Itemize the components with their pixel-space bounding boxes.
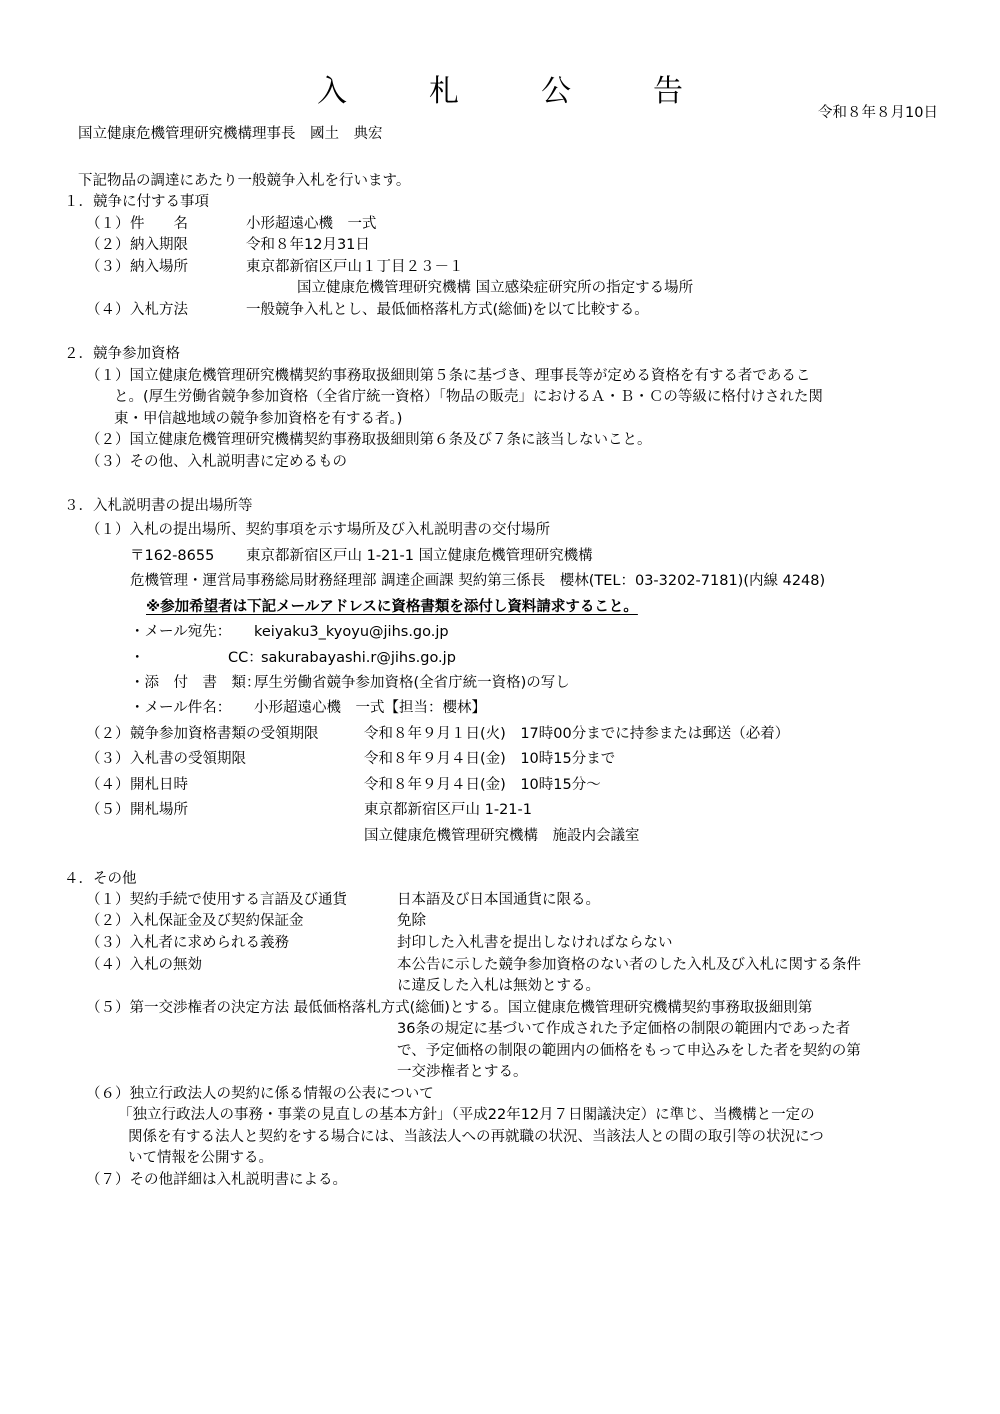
s2-item-1-line-2: と。(厚生労働省競争参加資格（全省庁統一資格）「物品の販売」におけるＡ・Ｂ・Ｃの等級に格付けされた関 <box>114 389 823 405</box>
s3-item-4-value: 令和８年９月４日(金) 10時15分～ <box>364 777 601 793</box>
s4-item-1-value: 日本語及び日本国通貨に限る。 <box>397 892 600 908</box>
attach-label: ・添 付 書 類： <box>130 675 261 691</box>
s1-item-3-value2: 国立健康危機管理研究機構 国立感染症研究所の指定する場所 <box>297 280 694 296</box>
issuer: 国立健康危機管理研究機構理事長 國土 典宏 <box>78 126 383 142</box>
s1-item-2-label: 納入期限 <box>130 237 188 253</box>
cc-label: CC： <box>228 650 263 666</box>
department-contact: 危機管理・運営局事務総局財務経理部 調達企画課 契約第三係長 櫻林(TEL：03-3202-7181)(内線 4248) <box>130 573 826 589</box>
s4-item-3-label: （３）入札者に求められる義務 <box>86 935 289 951</box>
s4-item-6-line-3: いて情報を公開する。 <box>128 1150 273 1166</box>
s1-item-3-value: 東京都新宿区戸山１丁目２３－１ <box>246 259 464 275</box>
s3-item-5-value2: 国立健康危機管理研究機構 施設内会議室 <box>364 828 640 844</box>
s4-item-3-value: 封印した入札書を提出しなければならない <box>397 935 673 951</box>
s1-item-4-num: （４） <box>86 302 130 318</box>
cc-address[interactable]: sakurabayashi.r@jihs.go.jp <box>261 650 456 666</box>
section-2-heading: ２．競争参加資格 <box>64 346 180 362</box>
s4-item-5-line-1: （５）第一交渉権者の決定方法 最低価格落札方式(総価)とする。国立健康危機管理研究機構契約事務取扱細則第 <box>86 1000 813 1016</box>
s4-item-5-line-2: 36条の規定に基づいて作成された予定価格の制限の範囲内であった者 <box>397 1021 851 1037</box>
page-title: 入 札 公 告 <box>317 74 709 109</box>
s4-item-6-line-1: 「独立行政法人の事務・事業の見直しの基本方針」（平成22年12月７日閣議決定）に準じ、当機構と一定の <box>118 1107 815 1123</box>
s1-item-2-value: 令和８年12月31日 <box>246 237 370 253</box>
s4-item-6-label: （６）独立行政法人の契約に係る情報の公表について <box>86 1086 434 1102</box>
section-3-heading: ３．入札説明書の提出場所等 <box>64 498 253 514</box>
s3-item-5-value: 東京都新宿区戸山 1-21-1 <box>364 802 532 818</box>
s3-item-3-label: 入札書の受領期限 <box>130 751 246 767</box>
s3-item-5-label: 開札場所 <box>130 802 188 818</box>
s4-item-7: （７）その他詳細は入札説明書による。 <box>86 1172 347 1188</box>
s1-item-3-num: （３） <box>86 259 130 275</box>
intro-text: 下記物品の調達にあたり一般競争入札を行います。 <box>78 173 411 189</box>
s1-item-2-num: （２） <box>86 237 130 253</box>
s4-item-4-value2: に違反した入札は無効とする。 <box>397 978 600 994</box>
s3-item-2-label: 競争参加資格書類の受領期限 <box>130 726 319 742</box>
mail-to-label: ・メール宛先： <box>130 624 232 640</box>
s3-item-2-value: 令和８年９月１日(火) 17時00分までに持参または郵送（必着） <box>364 726 790 742</box>
mail-to-address[interactable]: keiyaku3_kyoyu@jihs.go.jp <box>254 624 449 640</box>
s4-item-4-value: 本公告に示した競争参加資格のない者のした入札及び入札に関する条件 <box>397 957 861 973</box>
notice-date: 令和８年８月10日 <box>818 105 938 121</box>
s2-item-3: （３）その他、入札説明書に定めるもの <box>86 454 347 470</box>
s4-item-4-label: （４）入札の無効 <box>86 957 202 973</box>
office-address: 東京都新宿区戸山 1-21-1 国立健康危機管理研究機構 <box>246 548 593 564</box>
s3-item-4-num: （４） <box>86 777 130 793</box>
subject-label: ・メール件名： <box>130 700 232 716</box>
s3-item-2-num: （２） <box>86 726 130 742</box>
s2-item-2: （２）国立健康危機管理研究機構契約事務取扱細則第６条及び７条に該当しないこと。 <box>86 432 652 448</box>
s4-item-5-line-3: で、予定価格の制限の範囲内の価格をもって申込みをした者を契約の第 <box>397 1043 861 1059</box>
s3-item-4-label: 開札日時 <box>130 777 188 793</box>
s1-item-1-num: （１） <box>86 216 130 232</box>
s2-item-1-line-1: （１）国立健康危機管理研究機構契約事務取扱細則第５条に基づき、理事長等が定める資格を有する者であるこ <box>86 368 811 384</box>
s4-item-6-line-2: 関係を有する法人と契約をする場合には、当該法人への再就職の状況、当該法人との間の取引等の状況につ <box>128 1129 824 1145</box>
s3-item-5-num: （５） <box>86 802 130 818</box>
s4-item-1-label: （１）契約手続で使用する言語及び通貨 <box>86 892 347 908</box>
s4-item-5-line-4: 一交渉権者とする。 <box>397 1064 528 1080</box>
postal-code: 〒162-8655 <box>130 548 215 564</box>
attach-value: 厚生労働省競争参加資格(全省庁統一資格)の写し <box>254 675 570 691</box>
s3-item-1: （１）入札の提出場所、契約事項を示す場所及び入札説明書の交付場所 <box>86 522 550 538</box>
s4-item-2-value: 免除 <box>397 913 426 929</box>
section-1-heading: １．競争に付する事項 <box>64 194 209 210</box>
s3-item-3-value: 令和８年９月４日(金) 10時15分まで <box>364 751 616 767</box>
s1-item-1-label: 件 名 <box>130 216 188 232</box>
s4-item-2-label: （２）入札保証金及び契約保証金 <box>86 913 304 929</box>
s1-item-4-value: 一般競争入札とし、最低価格落札方式(総価)を以て比較する。 <box>246 302 649 318</box>
s1-item-3-label: 納入場所 <box>130 259 188 275</box>
s2-item-1-line-3: 東・甲信越地域の競争参加資格を有する者。) <box>114 411 403 427</box>
s3-item-3-num: （３） <box>86 751 130 767</box>
s1-item-4-label: 入札方法 <box>130 302 188 318</box>
subject-value: 小形超遠心機 一式【担当：櫻林】 <box>254 700 486 716</box>
section-4-heading: ４．その他 <box>64 871 137 887</box>
s1-item-1-value: 小形超遠心機 一式 <box>246 216 377 232</box>
notice-request: ※参加希望者は下記メールアドレスに資格書類を添付し資料請求すること。 <box>146 599 638 615</box>
cc-bullet: ・ <box>130 650 145 666</box>
